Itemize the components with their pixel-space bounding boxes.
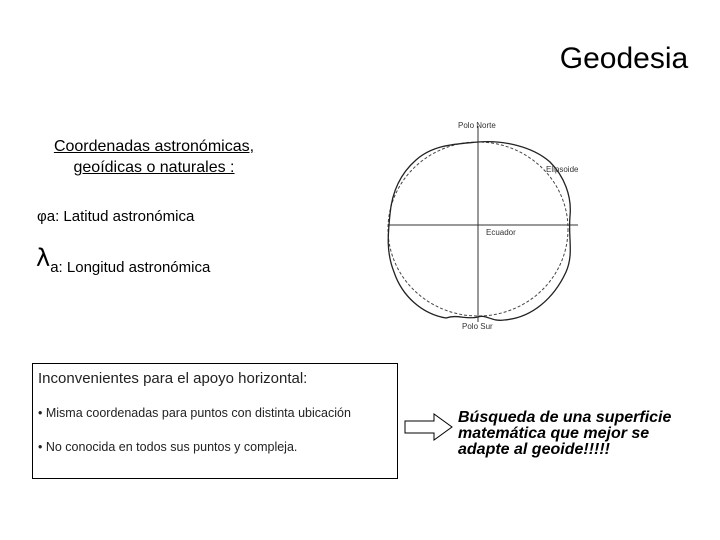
inconvenientes-title: Inconvenientes para el apoyo horizontal: bbox=[38, 370, 308, 387]
conclusion-line3: adapte al geoide!!!!! bbox=[458, 441, 611, 458]
phi-symbol: φ bbox=[37, 208, 47, 225]
longitude-text: : Longitud astronómica bbox=[58, 259, 211, 276]
coordinates-heading-line2: geoídicas o naturales : bbox=[73, 159, 235, 176]
ellipsoid-label: Elipsoide bbox=[546, 165, 579, 174]
page-title: Geodesia bbox=[559, 42, 689, 75]
latitude-text: a: Latitud astronómica bbox=[46, 208, 195, 225]
south-pole-label: Polo Sur bbox=[462, 322, 493, 331]
coordinates-heading bbox=[34, 136, 274, 178]
latitude-definition bbox=[37, 208, 194, 225]
conclusion-line1: Búsqueda de una superficie bbox=[458, 409, 672, 426]
inconvenientes-box bbox=[32, 363, 398, 479]
conclusion-line2: matemática que mejor se bbox=[458, 425, 650, 442]
longitude-definition bbox=[36, 244, 211, 276]
equator-label: Ecuador bbox=[486, 228, 516, 237]
inconvenientes-bullet: • Misma coordenadas para puntos con distinta ubicación bbox=[38, 406, 351, 420]
lambda-symbol: λ bbox=[36, 244, 51, 272]
conclusion-text bbox=[458, 410, 708, 458]
inconvenientes-bullet: • No conocida en todos sus puntos y compleja. bbox=[38, 440, 298, 454]
lambda-subscript: a: Longitud astronómica bbox=[50, 259, 211, 276]
right-arrow-icon bbox=[404, 413, 454, 446]
geoid-shape bbox=[388, 142, 570, 321]
geoid-ellipsoid-diagram bbox=[382, 114, 582, 341]
coordinates-heading-line1: Coordenadas astronómicas, bbox=[53, 138, 255, 155]
north-pole-label: Polo Norte bbox=[458, 121, 496, 130]
